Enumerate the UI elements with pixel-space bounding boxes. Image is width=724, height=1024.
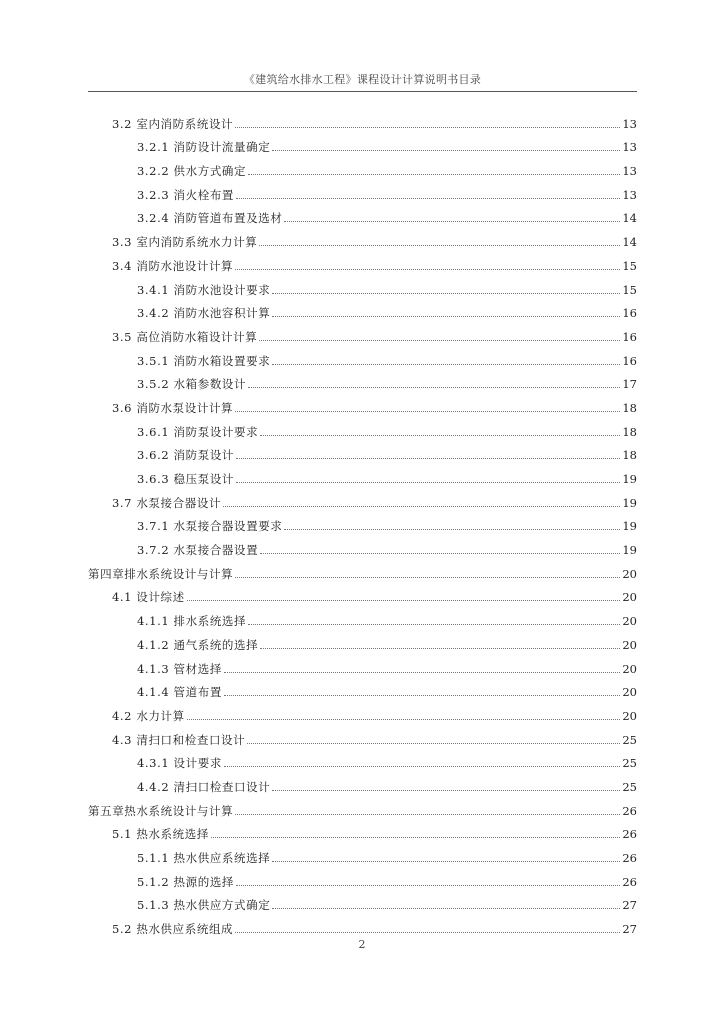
toc-dot-leader — [224, 672, 620, 673]
toc-entry[interactable] — [88, 842, 637, 866]
toc-dot-leader — [284, 221, 620, 222]
table-of-contents — [88, 108, 637, 937]
toc-entry-page-number: 19 — [622, 519, 637, 534]
toc-entry[interactable] — [88, 748, 637, 772]
toc-entry-page-number: 15 — [622, 258, 637, 273]
toc-entry-title: 5.2 热水供应系统组成 — [112, 922, 234, 937]
toc-entry[interactable] — [88, 819, 637, 843]
toc-entry[interactable] — [88, 203, 637, 227]
toc-entry-title: 3.7 水泵接合器设计 — [112, 495, 222, 510]
toc-dot-leader — [272, 364, 620, 365]
toc-entry-title: 3.6 消防水泵设计计算 — [112, 400, 234, 415]
toc-entry-title: 3.4.2 消防水池容积计算 — [137, 306, 271, 321]
toc-dot-leader — [235, 411, 620, 412]
toc-entry-title: 3.6.1 消防泵设计要求 — [137, 424, 259, 439]
toc-entry[interactable] — [88, 274, 637, 298]
toc-dot-leader — [187, 600, 621, 601]
toc-dot-leader — [235, 127, 620, 128]
toc-dot-leader — [259, 245, 620, 246]
toc-entry-title: 3.2.2 供水方式确定 — [137, 164, 247, 179]
toc-entry[interactable] — [88, 724, 637, 748]
page-header-title: 《建筑给水排水工程》课程设计计算说明书目录 — [243, 73, 482, 86]
toc-entry-title: 3.3 室内消防系统水力计算 — [112, 235, 258, 250]
toc-dot-leader — [236, 458, 620, 459]
toc-dot-leader — [248, 387, 620, 388]
toc-dot-leader — [247, 743, 620, 744]
toc-entry[interactable] — [88, 463, 637, 487]
toc-entry-page-number: 19 — [622, 543, 637, 558]
toc-entry-page-number: 25 — [622, 732, 637, 747]
toc-entry-title: 3.5.2 水箱参数设计 — [137, 377, 247, 392]
toc-entry-title: 4.1.2 通气系统的选择 — [137, 637, 259, 652]
toc-entry-page-number: 26 — [622, 874, 637, 889]
toc-entry-page-number: 26 — [622, 803, 637, 818]
toc-dot-leader — [248, 174, 620, 175]
toc-entry[interactable] — [88, 155, 637, 179]
toc-entry-title: 3.7.2 水泵接合器设置 — [137, 543, 259, 558]
toc-entry[interactable] — [88, 511, 637, 535]
toc-entry-page-number: 16 — [622, 306, 637, 321]
toc-entry-page-number: 20 — [622, 566, 637, 581]
toc-dot-leader — [235, 577, 620, 578]
toc-entry[interactable] — [88, 913, 637, 937]
toc-entry-page-number: 20 — [622, 685, 637, 700]
toc-entry-title: 3.6.2 消防泵设计 — [137, 448, 235, 463]
toc-entry[interactable] — [88, 558, 637, 582]
toc-entry-page-number: 27 — [622, 922, 637, 937]
toc-dot-leader — [272, 293, 620, 294]
toc-entry-page-number: 13 — [622, 116, 637, 131]
toc-dot-leader — [187, 719, 621, 720]
toc-entry-page-number: 20 — [622, 590, 637, 605]
toc-dot-leader — [260, 435, 620, 436]
toc-entry-page-number: 19 — [622, 472, 637, 486]
toc-entry-title: 3.4 消防水池设计计算 — [112, 258, 234, 273]
toc-entry[interactable] — [88, 653, 637, 677]
toc-entry-title: 4.1.3 管材选择 — [137, 661, 222, 676]
toc-entry[interactable] — [88, 132, 637, 156]
toc-entry-title: 5.1.2 热源的选择 — [137, 874, 235, 889]
toc-entry[interactable] — [88, 321, 637, 345]
toc-dot-leader — [272, 316, 620, 317]
toc-entry-title: 4.2 水力计算 — [112, 708, 185, 723]
toc-entry[interactable] — [88, 771, 637, 795]
header-rule — [88, 91, 637, 92]
toc-dot-leader — [223, 506, 620, 507]
toc-entry-page-number: 13 — [622, 140, 637, 155]
toc-entry-page-number: 16 — [622, 353, 637, 368]
toc-dot-leader — [272, 861, 620, 862]
toc-entry-title: 3.7.1 水泵接合器设置要求 — [137, 519, 283, 534]
toc-entry[interactable] — [88, 582, 637, 606]
toc-entry-title: 第四章排水系统设计与计算 — [88, 566, 234, 581]
toc-dot-leader — [236, 198, 620, 199]
toc-dot-leader — [211, 837, 620, 838]
toc-entry-title: 第五章热水系统设计与计算 — [88, 803, 234, 818]
toc-entry[interactable] — [88, 250, 637, 274]
toc-entry[interactable] — [88, 345, 637, 369]
toc-dot-leader — [272, 150, 620, 151]
toc-entry[interactable] — [88, 534, 637, 558]
toc-entry-title: 5.1.1 热水供应系统选择 — [137, 851, 271, 865]
toc-entry-page-number: 18 — [622, 448, 637, 463]
toc-entry-page-number: 25 — [622, 779, 637, 794]
toc-entry[interactable] — [88, 226, 637, 250]
toc-entry[interactable] — [88, 795, 637, 819]
toc-entry-title: 5.1 热水系统选择 — [112, 827, 209, 842]
toc-entry-page-number: 20 — [622, 661, 637, 676]
toc-dot-leader — [236, 482, 620, 483]
toc-entry[interactable] — [88, 369, 637, 393]
toc-dot-leader — [248, 624, 620, 625]
toc-entry-page-number: 14 — [622, 211, 637, 226]
toc-entry-page-number: 20 — [622, 708, 637, 723]
toc-entry-page-number: 18 — [622, 424, 637, 439]
toc-entry[interactable] — [88, 108, 637, 132]
toc-dot-leader — [260, 648, 620, 649]
toc-entry[interactable] — [88, 416, 637, 440]
toc-entry-title: 3.2 室内消防系统设计 — [112, 116, 234, 131]
toc-entry-page-number: 25 — [622, 756, 637, 771]
toc-entry-title: 3.2.4 消防管道布置及选材 — [137, 211, 283, 226]
toc-entry-title: 4.3.1 设计要求 — [137, 756, 222, 771]
toc-entry[interactable] — [88, 629, 637, 653]
toc-entry-page-number: 13 — [622, 187, 637, 202]
toc-entry[interactable] — [88, 677, 637, 701]
toc-entry-page-number: 13 — [622, 164, 637, 179]
toc-dot-leader — [272, 908, 620, 909]
toc-entry-title: 3.5.1 消防水箱设置要求 — [137, 353, 271, 368]
toc-entry-page-number: 20 — [622, 637, 637, 652]
toc-entry[interactable] — [88, 700, 637, 724]
toc-entry-page-number: 26 — [622, 851, 637, 865]
toc-entry-title: 3.2.1 消防设计流量确定 — [137, 140, 271, 155]
toc-entry-page-number: 27 — [622, 898, 637, 913]
toc-entry-page-number: 26 — [622, 827, 637, 842]
toc-entry-title: 3.2.3 消火栓布置 — [137, 187, 235, 202]
toc-entry-title: 4.3 清扫口和检查口设计 — [112, 732, 246, 747]
toc-dot-leader — [235, 814, 620, 815]
toc-entry-page-number: 19 — [622, 495, 637, 510]
toc-entry-page-number: 20 — [622, 614, 637, 629]
toc-entry-page-number: 14 — [622, 235, 637, 250]
toc-entry[interactable] — [88, 392, 637, 416]
toc-entry[interactable] — [88, 487, 637, 511]
toc-dot-leader — [260, 553, 620, 554]
toc-entry-title: 3.4.1 消防水池设计要求 — [137, 282, 271, 297]
toc-entry-page-number: 18 — [622, 400, 637, 415]
toc-dot-leader — [224, 695, 620, 696]
toc-entry-page-number: 15 — [622, 282, 637, 297]
toc-dot-leader — [284, 529, 620, 530]
toc-dot-leader — [236, 885, 620, 886]
toc-entry[interactable] — [88, 890, 637, 914]
toc-entry-title: 3.5 高位消防水箱设计计算 — [112, 329, 258, 344]
toc-entry[interactable] — [88, 298, 637, 322]
toc-dot-leader — [272, 790, 620, 791]
toc-entry[interactable] — [88, 440, 637, 464]
toc-entry-page-number: 16 — [622, 329, 637, 344]
toc-entry-page-number: 17 — [622, 377, 637, 392]
toc-entry[interactable] — [88, 605, 637, 629]
toc-entry[interactable] — [88, 866, 637, 890]
toc-entry[interactable] — [88, 179, 637, 203]
toc-dot-leader — [224, 766, 620, 767]
toc-entry-title: 3.6.3 稳压泵设计 — [137, 472, 235, 486]
toc-dot-leader — [259, 340, 620, 341]
toc-entry-title: 4.1.1 排水系统选择 — [137, 614, 247, 629]
toc-dot-leader — [235, 269, 620, 270]
page-number: 2 — [358, 938, 366, 951]
toc-entry-title: 4.1.4 管道布置 — [137, 685, 222, 700]
toc-dot-leader — [235, 932, 620, 933]
toc-entry-title: 4.1 设计综述 — [112, 590, 185, 605]
toc-entry-title: 5.1.3 热水供应方式确定 — [137, 898, 271, 913]
toc-entry-title: 4.4.2 清扫口检查口设计 — [137, 779, 271, 794]
